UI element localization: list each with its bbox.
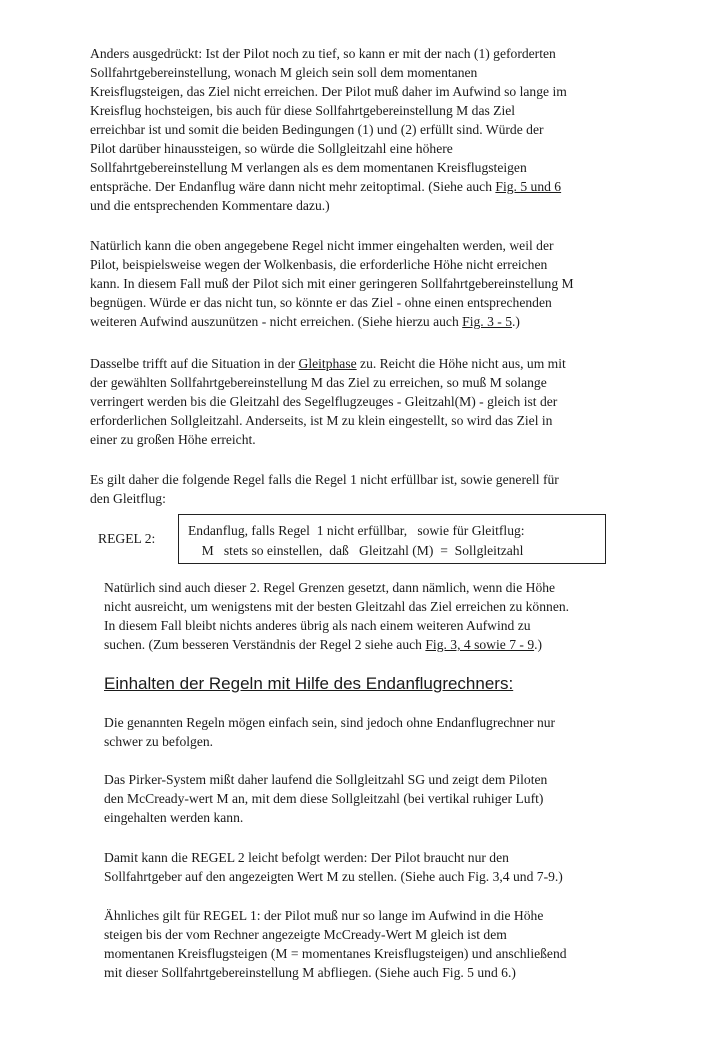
- text-line: und die entsprechenden Kommentare dazu.): [90, 198, 330, 213]
- text-line: [90, 312, 574, 331]
- text-line: momentanen Kreisflugsteigen (M = momentanes Kreisflugsteigen) und anschließend: [104, 946, 567, 961]
- paragraph-pirker-system: [104, 770, 547, 827]
- text-line: einer zu großen Höhe erreicht.: [90, 432, 256, 447]
- paragraph-regeln-einfach: [104, 713, 555, 751]
- text-fragment: entspräche. Der Endanflug wäre dann nicht mehr zeitoptimal. (Siehe auch: [90, 179, 496, 194]
- paragraph-regel1-aehnliches: [104, 906, 567, 982]
- text-line: Es gilt daher die folgende Regel falls die Regel 1 nicht erfüllbar ist, sowie generell für: [90, 472, 559, 487]
- text-line: Pilot, beispielsweise wegen der Wolkenbasis, die erforderliche Höhe nicht erreichen: [90, 257, 548, 272]
- text-fragment: weiteren Aufwind auszunützen - nicht erreichen. (Siehe hierzu auch: [90, 314, 463, 329]
- text-fragment: .): [512, 314, 520, 329]
- text-line: der gewählten Sollfahrtgebereinstellung M das Ziel zu erreichen, so muß M solange: [90, 375, 547, 390]
- text-line: verringert werden bis die Gleitzahl des Segelflugzeuges - Gleitzahl(M) - gleich ist der: [90, 394, 558, 409]
- paragraph-anders: [90, 44, 567, 215]
- text-line: Die genannten Regeln mögen einfach sein, sind jedoch ohne Endanflugrechner nur: [104, 715, 556, 730]
- text-line: mit dieser Sollfahrtgebereinstellung M abfliegen. (Siehe auch Fig. 5 und 6.): [104, 965, 516, 980]
- paragraph-grenzen: [104, 578, 569, 654]
- text-line: Anders ausgedrückt: Ist der Pilot noch zu tief, so kann er mit der nach (1) geforderten: [90, 46, 556, 61]
- paragraph-es-gilt: [90, 470, 559, 508]
- text-line: Pilot darüber hinaussteigen, so würde die Sollgleitzahl eine höhere: [90, 141, 453, 156]
- text-line: nicht ausreicht, um wenigstens mit der besten Gleitzahl das Ziel erreichen zu können.: [104, 599, 570, 614]
- text-line: kann. In diesem Fall muß der Pilot sich mit einer geringeren Sollfahrtgebereinstellung M: [90, 276, 574, 291]
- text-line: steigen bis der vom Rechner angezeigte McCready-Wert M gleich ist dem: [104, 927, 507, 942]
- text-fragment: .): [534, 637, 543, 652]
- text-line: den Gleitflug:: [90, 491, 166, 506]
- paragraph-dasselbe: [90, 354, 566, 449]
- text-fragment: suchen. (Zum besseren Verständnis der Regel 2 siehe auch: [104, 637, 426, 652]
- text-line: Damit kann die REGEL 2 leicht befolgt werden: Der Pilot braucht nur den: [104, 850, 509, 865]
- text-line: Natürlich kann die oben angegebene Regel nicht immer eingehalten werden, weil der: [90, 238, 554, 253]
- text-fragment: zu. Reicht die Höhe nicht aus, um mit: [356, 356, 566, 371]
- figure-reference: Fig. 3, 4 sowie 7 - 9: [425, 637, 535, 652]
- text-line: In diesem Fall bleibt nichts anderes übrig als nach einem weiteren Aufwind zu: [104, 618, 531, 633]
- text-line: [90, 354, 566, 373]
- text-line: Sollfahrtgeber auf den angezeigten Wert M zu stellen. (Siehe auch Fig. 3,4 und 7-9.): [104, 869, 563, 884]
- text-line: Sollfahrtgebereinstellung, wonach M gleich sein soll dem momentanen: [90, 65, 478, 80]
- text-line: den McCready-wert M an, mit dem diese Sollgleitzahl (bei vertikal ruhiger Luft): [104, 791, 544, 806]
- regel2-label: REGEL 2:: [98, 531, 156, 546]
- text-line: erreichbar ist und somit die beiden Bedingungen (1) und (2) erfüllt sind. Würde der: [90, 122, 544, 137]
- text-fragment: Dasselbe trifft auf die Situation in der: [90, 356, 299, 371]
- regel2-line-2: M stets so einstellen, daß Gleitzahl (M) = Sollgleitzahl: [188, 543, 524, 558]
- regel2-box: [178, 514, 606, 564]
- paragraph-natuerlich: [90, 236, 574, 331]
- figure-reference: Fig. 5 und 6: [495, 179, 562, 194]
- paragraph-regel2-befolgt: [104, 848, 563, 886]
- text-line: schwer zu befolgen.: [104, 734, 214, 749]
- term-gleitphase: Gleitphase: [298, 356, 357, 371]
- text-line: begnügen. Würde er das nicht tun, so könnte er das Ziel - ohne einen entsprechenden: [90, 295, 552, 310]
- text-line: Ähnliches gilt für REGEL 1: der Pilot muß nur so lange im Aufwind in die Höhe: [104, 908, 544, 923]
- regel2-line-1: Endanflug, falls Regel 1 nicht erfüllbar, sowie für Gleitflug:: [188, 523, 525, 538]
- text-line: Kreisflugsteigen, das Ziel nicht erreichen. Der Pilot muß daher im Aufwind so lange im: [90, 84, 567, 99]
- text-line: Sollfahrtgebereinstellung M verlangen als es dem momentanen Kreisflugsteigen: [90, 160, 527, 175]
- text-line: [104, 635, 569, 654]
- text-line: erforderlichen Sollgleitzahl. Anderseits, ist M zu klein eingestellt, so wird das Ziel in: [90, 413, 553, 428]
- text-line: Natürlich sind auch dieser 2. Regel Grenzen gesetzt, dann nämlich, wenn die Höhe: [104, 580, 556, 595]
- section-heading: Einhalten der Regeln mit Hilfe des Endanflugrechners:: [104, 674, 514, 693]
- text-line: eingehalten werden kann.: [104, 810, 244, 825]
- text-line: Kreisflug hochsteigen, bis auch für diese Sollfahrtgebereinstellung M das Ziel: [90, 103, 516, 118]
- text-line: Das Pirker-System mißt daher laufend die Sollgleitzahl SG und zeigt dem Piloten: [104, 772, 548, 787]
- figure-reference: Fig. 3 - 5: [462, 314, 513, 329]
- text-line: [90, 177, 567, 196]
